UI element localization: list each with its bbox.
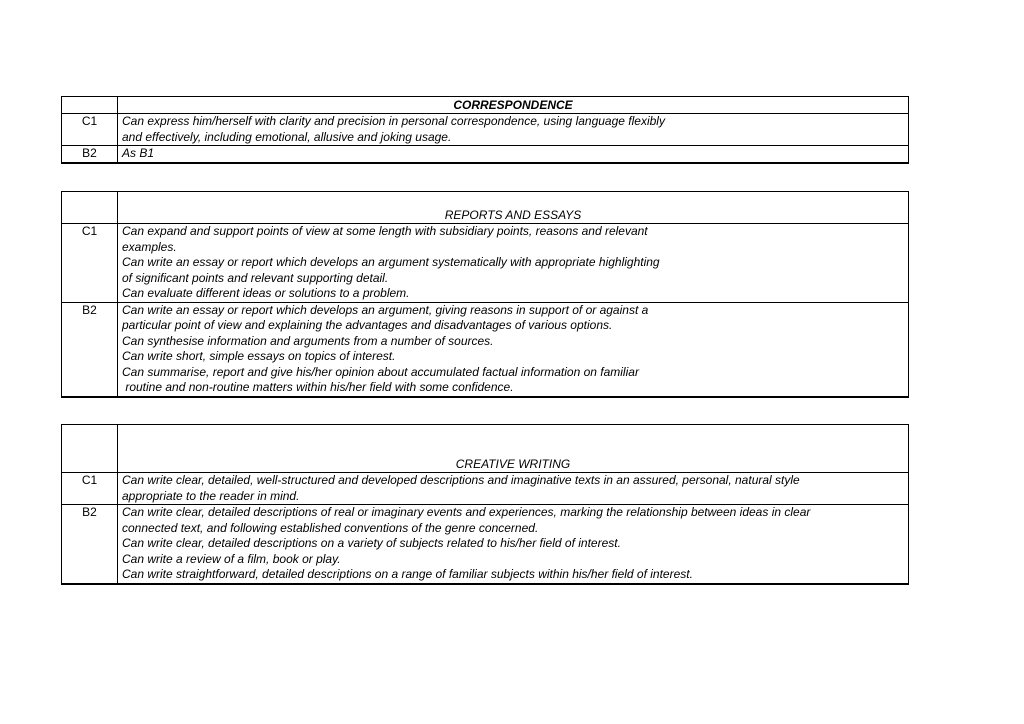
level-header-cell [62,192,118,224]
descriptor-cell [118,505,909,584]
descriptor-line: Can write short, simple essays on topics of interest. [122,349,396,363]
section-title: CORRESPONDENCE [118,97,909,114]
level-header-cell [62,425,118,473]
descriptor-line: Can summarise, report and give his/her opinion about accumulated factual information on familiar [122,364,639,379]
descriptor-line: connected text, and following established conventions of the genre concerned. [122,520,539,535]
level-cell: C1 [62,224,118,303]
table-row [62,146,909,163]
descriptor-line: appropriate to the reader in mind. [122,488,300,503]
level-cell: B2 [62,505,118,584]
descriptor-line: examples. [122,239,177,254]
table-header-row [62,192,909,224]
descriptor-line: Can write an essay or report which develops an argument systematically with appropriate highlighting [122,255,660,269]
table-row [62,505,909,584]
correspondence-table [61,96,909,164]
descriptor-line: routine and non-routine matters within his/her field with some confidence. [122,380,514,394]
descriptor-line: and effectively, including emotional, allusive and joking usage. [122,129,452,144]
descriptor-cell [118,224,909,303]
descriptor-line: of significant points and relevant supporting detail. [122,270,389,285]
level-cell: B2 [62,146,118,163]
descriptor-cell [118,473,909,505]
descriptor-line: Can write a review of a film, book or play. [122,551,341,566]
descriptor-line: Can evaluate different ideas or solutions to a problem. [122,286,410,300]
level-cell: B2 [62,302,118,397]
descriptor-line: Can write clear, detailed descriptions on a variety of subjects related to his/her field of interest. [122,536,621,550]
descriptor-line: particular point of view and explaining the advantages and disadvantages of various options. [122,318,613,332]
table-row [62,302,909,397]
descriptor-line: Can write straightforward, detailed descriptions on a range of familiar subjects within his/her field of interest. [122,567,693,581]
table-header-row [62,425,909,473]
descriptor-cell [118,114,909,146]
descriptor-line: Can synthesise information and arguments from a number of sources. [122,333,494,348]
level-cell: C1 [62,114,118,146]
table-row [62,224,909,303]
table-row [62,114,909,146]
descriptor-line: Can write an essay or report which develops an argument, giving reasons in support of or against a [122,302,649,317]
descriptor-line: As B1 [122,146,155,160]
descriptor-cell [118,146,909,163]
descriptor-line: Can expand and support points of view at some length with subsidiary points, reasons and relevant [122,224,648,238]
creative-writing-table [61,424,909,585]
descriptor-line: Can express him/herself with clarity and precision in personal correspondence, using language flexibly [122,114,665,128]
descriptor-cell [118,302,909,397]
descriptor-line: Can write clear, detailed, well-structured and developed descriptions and imaginative texts in an assured, personal, natural style [122,473,800,487]
section-title: REPORTS AND ESSAYS [118,192,909,224]
table-row [62,473,909,505]
descriptor-line: Can write clear, detailed descriptions of real or imaginary events and experiences, marking the relationship between ideas in clear [122,505,811,519]
table-header-row [62,97,909,114]
reports-and-essays-table [61,191,909,398]
level-cell: C1 [62,473,118,505]
level-header-cell [62,97,118,114]
section-title: CREATIVE WRITING [118,425,909,473]
